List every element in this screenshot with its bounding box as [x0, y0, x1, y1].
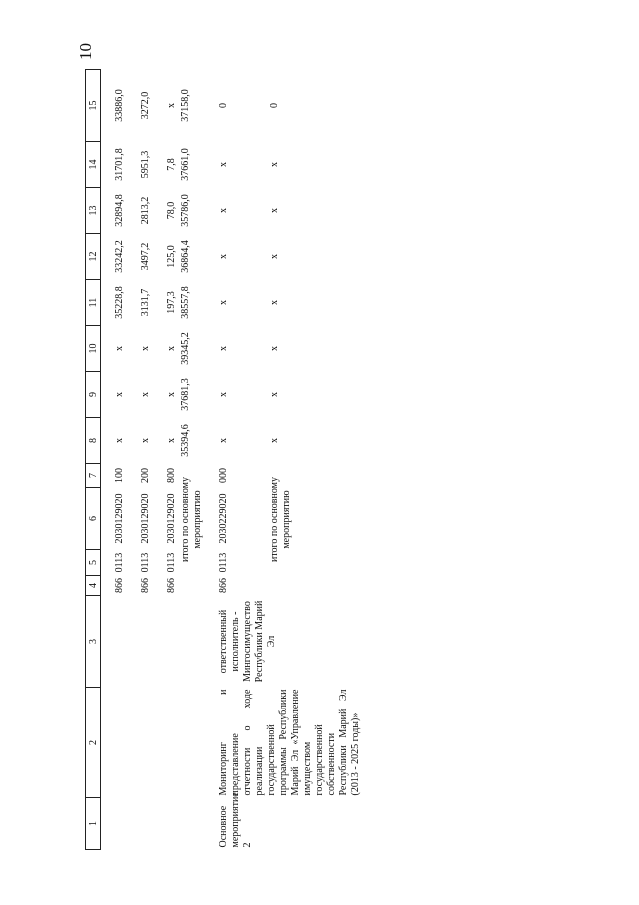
col-header: 15 — [86, 70, 101, 142]
cell: 2813,2 — [139, 196, 151, 225]
col-header: 13 — [86, 188, 101, 234]
cell: x — [217, 346, 229, 351]
cell: 100 — [113, 468, 125, 483]
col-header: 6 — [86, 488, 101, 550]
cell: 31701,8 — [113, 148, 125, 181]
cell: x — [268, 162, 280, 167]
cell: x — [268, 392, 280, 397]
cell: x — [165, 103, 177, 108]
header-row — [86, 70, 101, 850]
cell: 33242,2 — [113, 240, 125, 273]
cell: 2030129020 — [165, 493, 177, 544]
cell: 0 — [217, 103, 229, 108]
cell: 197,3 — [165, 291, 177, 314]
col-header: 2 — [86, 688, 101, 798]
rotated-table-container — [85, 70, 415, 850]
cell: x — [139, 392, 151, 397]
cell: 5951,3 — [139, 150, 151, 179]
cell: x — [217, 392, 229, 397]
cell: 78,0 — [165, 201, 177, 220]
cell: 866 — [217, 578, 229, 593]
table-row — [139, 70, 153, 850]
cell: 200 — [139, 468, 151, 483]
col-header: 8 — [86, 418, 101, 464]
cell: 3272,0 — [139, 91, 151, 120]
cell: 3131,7 — [139, 288, 151, 317]
measure-description: Мониторинг и представление отчетности о ходе реализации государственной программы Республики Марий Эл «Управление имуществом государственной собственности Республики Марий Эл (2013 - 2025 годы)» — [217, 689, 361, 796]
cell: 39345,2 — [179, 332, 191, 365]
measure-name: Основное мероприятие 2 — [217, 792, 253, 848]
cell: x — [268, 254, 280, 259]
total-label: итого по основному мероприятию — [179, 476, 203, 563]
page-number: 10 — [76, 43, 95, 60]
table-row-total — [179, 70, 205, 850]
col-header: 1 — [86, 798, 101, 850]
cell: 0113 — [165, 552, 177, 573]
cell: x — [217, 162, 229, 167]
table-row — [165, 70, 179, 850]
cell: x — [217, 300, 229, 305]
cell: 36864,4 — [179, 240, 191, 273]
cell: 7,8 — [165, 158, 177, 171]
col-header: 7 — [86, 464, 101, 488]
col-header: 3 — [86, 596, 101, 688]
cell: 800 — [165, 468, 177, 483]
table-row — [113, 70, 127, 850]
cell: 0113 — [139, 552, 151, 573]
cell: 37158,0 — [179, 89, 191, 122]
cell: x — [139, 438, 151, 443]
cell: x — [113, 346, 125, 351]
cell: x — [217, 208, 229, 213]
cell: 2030129020 — [113, 493, 125, 544]
col-header: 10 — [86, 326, 101, 372]
table-row — [217, 70, 268, 850]
budget-table — [85, 69, 363, 850]
cell: 866 — [139, 578, 151, 593]
col-header: 5 — [86, 550, 101, 576]
col-header: 4 — [86, 576, 101, 596]
cell: 37661,0 — [179, 148, 191, 181]
col-header: 12 — [86, 234, 101, 280]
col-header: 9 — [86, 372, 101, 418]
cell: 38557,8 — [179, 286, 191, 319]
cell: x — [268, 300, 280, 305]
col-header: 11 — [86, 280, 101, 326]
cell: 2030129020 — [139, 493, 151, 544]
cell: 125,0 — [165, 245, 177, 268]
cell: 2030229020 — [217, 493, 229, 544]
cell: x — [268, 438, 280, 443]
cell: 000 — [217, 468, 229, 483]
cell: 866 — [113, 578, 125, 593]
cell: 35786,0 — [179, 194, 191, 227]
cell: 37681,3 — [179, 378, 191, 411]
cell: 35228,8 — [113, 286, 125, 319]
total-label: итого по основному мероприятию — [268, 476, 292, 563]
cell: 33886,0 — [113, 89, 125, 122]
col-header: 14 — [86, 142, 101, 188]
cell: 32894,8 — [113, 194, 125, 227]
cell: x — [165, 438, 177, 443]
cell: x — [113, 392, 125, 397]
cell: 35394,6 — [179, 424, 191, 457]
cell: x — [268, 208, 280, 213]
cell: x — [113, 438, 125, 443]
responsible-executor: ответственный исполнитель - Мингосимущество Республики Марий Эл — [217, 600, 277, 683]
cell: 0113 — [217, 552, 229, 573]
cell: 3497,2 — [139, 242, 151, 271]
cell: x — [165, 346, 177, 351]
cell: x — [165, 392, 177, 397]
cell: 866 — [165, 578, 177, 593]
cell: x — [139, 346, 151, 351]
cell: 0113 — [113, 552, 125, 573]
cell: x — [217, 438, 229, 443]
cell: x — [217, 254, 229, 259]
cell: 0 — [268, 103, 280, 108]
cell: x — [268, 346, 280, 351]
